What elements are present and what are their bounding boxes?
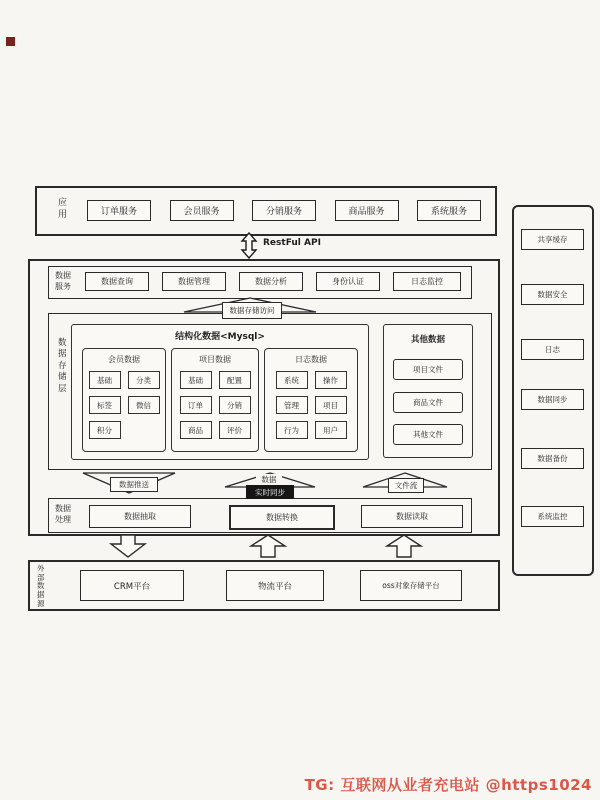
file-stream-arrow-label: 文件流 [388, 478, 424, 493]
data-processing-band-label: 数据处理 [55, 504, 71, 525]
other-file-project: 项目文件 [393, 359, 463, 380]
realtime-sync-label-line1: 数据 [256, 474, 282, 485]
from-logistics-up-arrow-icon [248, 533, 288, 559]
sidebar-data-sync: 数据同步 [521, 389, 584, 410]
project-chip-distribution: 分销 [219, 396, 251, 414]
sidebar-shared-cache: 共享缓存 [521, 229, 584, 250]
other-data-title: 其他数据 [410, 335, 445, 345]
data-service-log-monitor: 日志监控 [393, 272, 461, 291]
project-data-group [171, 348, 259, 452]
watermark-text: TG: 互联网从业者充电站 @https1024 [304, 776, 592, 794]
member-data-chips [89, 371, 160, 439]
realtime-sync-label-line2: 实时同步 [246, 485, 294, 499]
application-band [35, 186, 497, 236]
other-data-box [383, 324, 473, 458]
log-data-group [264, 348, 358, 452]
project-data-chips [180, 371, 251, 439]
storage-access-arrow-label: 数据存储访问 [222, 302, 282, 319]
member-chip-basic: 基础 [89, 371, 121, 389]
project-chip-review: 评价 [219, 421, 251, 439]
other-file-product: 商品文件 [393, 392, 463, 413]
logistics-platform-box: 物流平台 [226, 570, 324, 601]
data-service-row [85, 272, 461, 291]
sidebar-data-security: 数据安全 [521, 284, 584, 305]
data-service-manage: 数据管理 [162, 272, 226, 291]
processing-transform-box: 数据转换 [229, 505, 335, 530]
member-data-group [82, 348, 166, 452]
member-chip-tag: 标签 [89, 396, 121, 414]
sidebar-system-monitor: 系统监控 [521, 506, 584, 527]
data-processing-band [48, 498, 472, 533]
project-chip-config: 配置 [219, 371, 251, 389]
restful-api-label: RestFul API [263, 238, 321, 248]
data-service-query: 数据查询 [85, 272, 149, 291]
scan-artifact-mark [6, 37, 15, 46]
log-chip-behavior: 行为 [276, 421, 308, 439]
log-chip-user: 用户 [315, 421, 347, 439]
external-sources-label: 外部数据源 [37, 564, 45, 608]
service-box-product: 商品服务 [335, 200, 399, 221]
storage-layer-label: 数据存储层 [58, 338, 67, 394]
data-service-band-label: 数据服务 [55, 271, 71, 292]
log-data-chips [276, 371, 347, 439]
member-chip-wechat: 微信 [128, 396, 160, 414]
other-data-items [384, 347, 472, 457]
project-data-group-title: 项目数据 [199, 355, 231, 364]
member-data-group-title: 会员数据 [108, 355, 140, 364]
member-chip-category: 分类 [128, 371, 160, 389]
log-chip-project: 项目 [315, 396, 347, 414]
data-service-auth: 身份认证 [316, 272, 380, 291]
data-service-band [48, 266, 472, 299]
sidebar-log: 日志 [521, 339, 584, 360]
processing-extract-box: 数据抽取 [89, 505, 191, 528]
log-chip-manage: 管理 [276, 396, 308, 414]
project-chip-basic: 基础 [180, 371, 212, 389]
service-box-distribution: 分销服务 [252, 200, 316, 221]
service-box-order: 订单服务 [87, 200, 151, 221]
service-box-system: 系统服务 [417, 200, 481, 221]
data-service-analysis: 数据分析 [239, 272, 303, 291]
service-box-member: 会员服务 [170, 200, 234, 221]
project-chip-order: 订单 [180, 396, 212, 414]
application-band-label: 应用 [58, 198, 68, 221]
log-chip-operation: 操作 [315, 371, 347, 389]
external-sources-band [28, 560, 500, 611]
project-chip-product: 商品 [180, 421, 212, 439]
processing-read-box: 数据读取 [361, 505, 463, 528]
other-file-misc: 其他文件 [393, 424, 463, 445]
restful-api-arrow-icon [240, 232, 258, 259]
log-chip-system: 系统 [276, 371, 308, 389]
mysql-box-title: 结构化数据<Mysql> [175, 332, 265, 342]
mysql-structured-data-box [71, 324, 369, 460]
data-push-arrow-label: 数据推送 [110, 477, 158, 492]
crm-platform-box: CRM平台 [80, 570, 184, 601]
log-data-group-title: 日志数据 [295, 355, 327, 364]
support-modules-sidebar [512, 205, 594, 576]
mysql-groups-row [72, 342, 368, 452]
from-oss-up-arrow-icon [384, 533, 424, 559]
sidebar-data-backup: 数据备份 [521, 448, 584, 469]
to-crm-down-arrow-icon [108, 533, 148, 559]
application-services-row [87, 200, 481, 221]
storage-layer-box [48, 313, 492, 470]
oss-platform-box: oss对象存储平台 [360, 570, 462, 601]
member-chip-points: 积分 [89, 421, 121, 439]
